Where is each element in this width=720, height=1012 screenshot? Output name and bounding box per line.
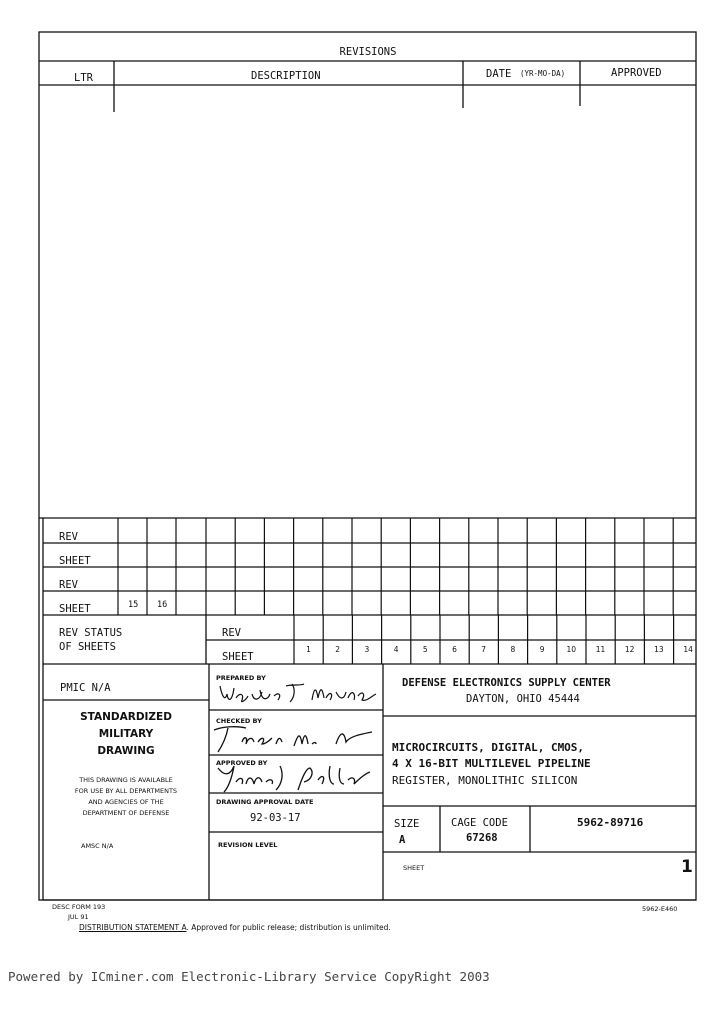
- availability-line2: FOR USE BY ALL DEPARTMENTS: [74, 787, 178, 795]
- availability-line3: AND AGENCIES OF THE: [88, 798, 164, 806]
- standardized-label: STANDARDIZED: [80, 711, 172, 723]
- distribution-text: . Approved for public release; distribution is unlimited.: [186, 923, 391, 932]
- drawing-label: DRAWING: [97, 745, 155, 757]
- availability-line4: DEPARTMENT OF DEFENSE: [82, 809, 170, 817]
- amsc-label: AMSC N/A: [81, 842, 114, 850]
- sheet-value: 1: [681, 857, 693, 877]
- cage-code-value: 67268: [466, 832, 498, 844]
- title-line3: REGISTER, MONOLITHIC SILICON: [392, 774, 578, 787]
- sheet-number-cell: 8: [510, 645, 516, 654]
- title-line1: MICROCIRCUITS, DIGITAL, CMOS,: [392, 741, 585, 754]
- sheet-number-cell: 2: [335, 645, 341, 654]
- cage-code-label: CAGE CODE: [451, 817, 508, 829]
- sheet-number-cell: 6: [452, 645, 457, 654]
- sheet-number-cell: 3: [364, 645, 370, 654]
- approval-date-label: DRAWING APPROVAL DATE: [216, 798, 314, 806]
- sheet-row1-label: SHEET: [59, 555, 91, 567]
- approved-by-label: APPROVED BY: [216, 759, 268, 767]
- agency-line1: DEFENSE ELECTRONICS SUPPLY CENTER: [402, 677, 611, 689]
- col-date-format: (YR-MO-DA): [520, 69, 566, 78]
- sheet-row3-label: SHEET: [222, 651, 254, 663]
- prepared-by-label: PREPARED BY: [216, 674, 266, 682]
- sheet-label: SHEET: [403, 864, 425, 872]
- sheet-number-cell: 1: [306, 645, 311, 654]
- col-date-header: DATE: [486, 68, 512, 80]
- form-number: DESC FORM 193: [52, 903, 106, 911]
- approved-signature: [214, 759, 382, 794]
- sheet-row2-label: SHEET: [59, 603, 91, 615]
- revision-level-label: REVISION LEVEL: [218, 841, 278, 849]
- revisions-title: REVISIONS: [339, 46, 397, 58]
- rev-status-line2: OF SHEETS: [59, 641, 116, 653]
- military-label: MILITARY: [98, 728, 154, 740]
- sheet-number-cell: 10: [566, 645, 577, 654]
- rev-status-line1: REV STATUS: [59, 627, 123, 639]
- size-value: A: [399, 834, 406, 846]
- checked-by-label: CHECKED BY: [216, 717, 262, 725]
- drawing-number: 5962-89716: [577, 816, 644, 829]
- col-ltr-header: LTR: [74, 72, 93, 84]
- sheet-number-cell: 13: [654, 645, 664, 654]
- title-line2: 4 X 16-BIT MULTILEVEL PIPELINE: [392, 757, 591, 770]
- agency-line2: DAYTON, OHIO 45444: [466, 693, 580, 705]
- prepared-signature: [216, 680, 382, 708]
- sheet-15: 15: [128, 600, 139, 610]
- col-approved-header: APPROVED: [611, 67, 662, 79]
- rev-row1-label: REV: [59, 531, 78, 543]
- pmic-label: PMIC N/A: [60, 682, 111, 694]
- form-date: JUL 91: [68, 913, 89, 921]
- sheet-number-cell: 11: [595, 645, 606, 654]
- sheet-number-cell: 4: [393, 645, 399, 654]
- distribution-label: DISTRIBUTION STATEMENT A: [79, 923, 187, 932]
- approval-date-value: 92-03-17: [250, 812, 301, 824]
- sheet-number-cell: 5: [422, 645, 428, 654]
- rev-row2-label: REV: [59, 579, 78, 591]
- sheet-number-cell: 12: [624, 645, 635, 654]
- col-description-header: DESCRIPTION: [251, 70, 321, 82]
- sheet-16: 16: [157, 600, 168, 610]
- availability-line1: THIS DRAWING IS AVAILABLE: [79, 776, 173, 784]
- rev-row3-label: REV: [222, 627, 241, 639]
- form-code: 5962-E460: [642, 905, 678, 913]
- sheet-number-cell: 7: [481, 645, 487, 654]
- size-label: SIZE: [394, 818, 420, 830]
- sheet-number-cell: 14: [683, 645, 693, 654]
- sheet-number-cell: 9: [539, 645, 545, 654]
- checked-signature: [212, 722, 382, 754]
- distribution-statement: [79, 924, 391, 932]
- powered-by-footer: Powered by ICminer.com Electronic-Library Service CopyRight 2003: [8, 969, 490, 984]
